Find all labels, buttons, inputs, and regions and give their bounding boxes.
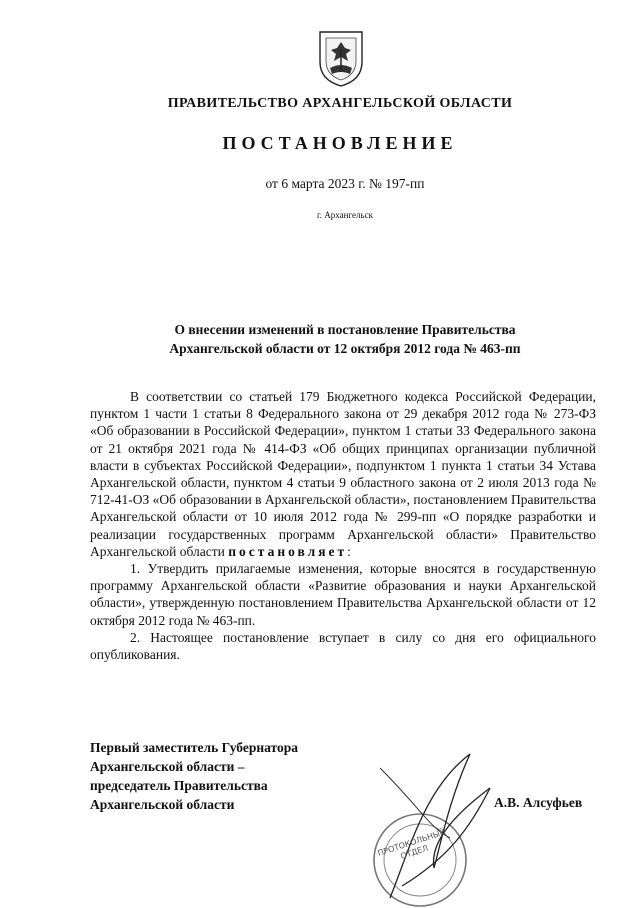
stamp-text: ПРОТОКОЛЬНЫЙ ОТДЕЛ xyxy=(376,827,447,861)
organization-name: ПРАВИТЕЛЬСТВО АРХАНГЕЛЬСКОЙ ОБЛАСТИ xyxy=(167,96,513,111)
item-2: 2. Настоящее постановление вступает в силу со дня его официального опубликования. xyxy=(90,629,596,663)
preamble-paragraph xyxy=(90,388,596,560)
document-type: ПОСТАНОВЛЕНИЕ xyxy=(222,133,458,153)
decree-colon: : xyxy=(347,543,351,559)
signatory-name: А.В. Алсуфьев xyxy=(494,795,583,810)
signatory-line-1: Первый заместитель Губернатора xyxy=(90,740,298,755)
decree-word: постановляет xyxy=(228,543,348,559)
document-title xyxy=(92,320,598,358)
signatory-line-2: Архангельской области – xyxy=(90,759,245,774)
item-1: 1. Утвердить прилагаемые изменения, которые вносятся в государственную программу Архангельской области «Развитие образования и науки Архангельской области», утвержденную постановлением Правительства Архангельской области от 12 октября 2012 года № 463-пп. xyxy=(90,561,596,628)
city: г. Архангельск xyxy=(317,210,373,220)
signatory-line-3: председатель Правительства xyxy=(90,778,268,793)
signatory-line-4: Архангельской области xyxy=(90,797,235,812)
coat-of-arms-icon xyxy=(316,28,366,88)
date-number: от 6 марта 2023 г. № 197-пп xyxy=(265,176,425,191)
stamp-and-signature-icon xyxy=(330,748,520,908)
title-line-2: Архангельской области от 12 октября 2012 года № 463-пп xyxy=(169,341,521,356)
title-line-1: О внесении изменений в постановление Правительства xyxy=(174,322,516,337)
preamble-text: В соответствии со статьей 179 Бюджетного кодекса Российской Федерации, пунктом 1 части 1 статьи 8 Федерального закона от 29 декабря 2012 года № 273-ФЗ «Об образовании в Российской Федерации», пунктом 1 статьи 33 Федерального закона от 21 октября 2021 года № 414-ФЗ «Об общих принципах организации публичной власти в субъектах Российской Федерации», подпунктом 1 пункта 1 статьи 34 Устава Архангельской области, пунктом 4 статьи 9 областного закона от 2 июля 2013 года № 712-41-ОЗ «Об образовании в Архангельской области», постановлением Правительства Архангельской области от 10 июля 2012 года № 299-пп «О порядке разработки и реализации государственных программ Архангельской области» Правительство Архангельской области xyxy=(90,389,596,559)
signatory-position xyxy=(90,738,298,814)
document-body xyxy=(90,388,596,663)
